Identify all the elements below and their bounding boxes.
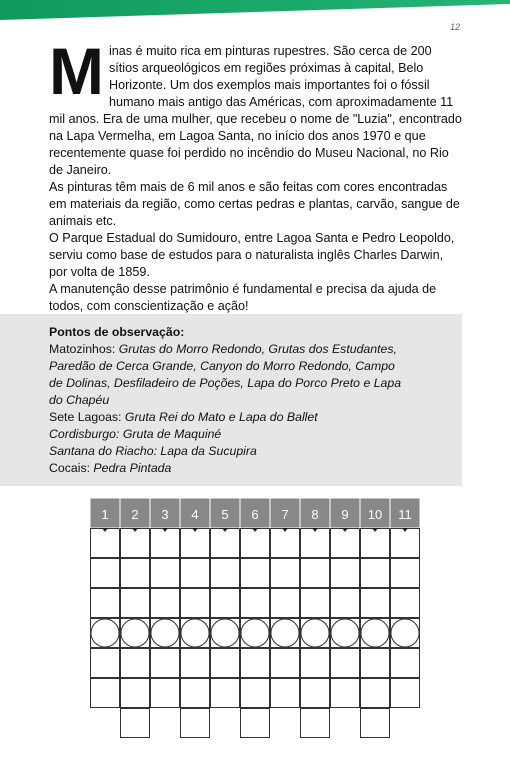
grid-cell <box>271 649 300 678</box>
column-number: 3 <box>161 507 169 522</box>
column-number: 8 <box>311 507 319 522</box>
grid-cell <box>301 709 330 738</box>
observation-content <box>49 324 409 477</box>
grid-cell <box>151 679 180 708</box>
observation-entry <box>49 443 409 460</box>
paragraph-3: O Parque Estadual do Sumidouro, entre Lagoa Santa e Pedro Leopoldo, serviu como base de estudos para o naturalista inglês Charles Darwin, por volta de 1859. <box>49 231 455 279</box>
grid-cell <box>121 559 150 588</box>
entry-sites: Gruta Rei do Mato e Lapa do Ballet <box>124 410 318 424</box>
column-number: 10 <box>367 507 383 522</box>
grid-cell <box>331 559 360 588</box>
grid-cell <box>151 589 180 618</box>
grid-cell <box>241 679 270 708</box>
grid-cell <box>181 649 210 678</box>
grid-cell <box>391 559 420 588</box>
grid-cell <box>301 529 330 558</box>
paragraph-2: As pinturas têm mais de 6 mil anos e são feitas com cores encontradas em materiais da região, como certas pedras e plantas, carvão, sangue de animais etc. <box>49 180 460 228</box>
column-number: 1 <box>101 507 109 522</box>
grid-cell <box>151 649 180 678</box>
entry-place: Matozinhos: <box>49 342 119 356</box>
grid-cell <box>391 649 420 678</box>
grid-cell <box>91 679 120 708</box>
observation-entry <box>49 341 409 409</box>
entry-sites: Santana do Riacho: Lapa da Sucupira <box>49 444 257 458</box>
grid-cell <box>361 529 390 558</box>
grid-cell <box>361 649 390 678</box>
grid-cell <box>121 649 150 678</box>
grid-cell <box>331 649 360 678</box>
observation-entry <box>49 426 409 443</box>
drop-cap: M <box>49 34 103 108</box>
grid-cell <box>391 679 420 708</box>
grid-cell <box>361 679 390 708</box>
grid-cell <box>301 649 330 678</box>
grid-cell <box>121 589 150 618</box>
grid-cell <box>181 559 210 588</box>
grid-cell <box>241 529 270 558</box>
observation-entry <box>49 460 409 477</box>
word-puzzle <box>90 498 420 743</box>
article-body <box>49 34 462 315</box>
column-number: 9 <box>341 507 349 522</box>
grid-cell <box>241 649 270 678</box>
puzzle-grid <box>90 498 420 738</box>
grid-cell <box>361 559 390 588</box>
entry-sites: Cordisburgo: Gruta de Maquiné <box>49 427 222 441</box>
entry-sites: Grutas do Morro Redondo, Grutas dos Estudantes, Paredão de Cerca Grande, Canyon do Morro Redondo, Campo de Dolinas, Desfiladeiro de Poções, Lapa do Porco Preto e Lapa do Chapéu <box>49 342 402 407</box>
grid-cell <box>331 679 360 708</box>
grid-cell <box>181 529 210 558</box>
grid-cell <box>301 589 330 618</box>
grid-cell <box>241 709 270 738</box>
grid-cell <box>211 649 240 678</box>
grid-cell <box>91 529 120 558</box>
grid-cell <box>91 589 120 618</box>
grid-cell <box>301 679 330 708</box>
entry-place: Cocais: <box>49 461 94 475</box>
grid-cell <box>241 589 270 618</box>
grid-cell <box>271 559 300 588</box>
grid-cell <box>211 589 240 618</box>
grid-cell <box>91 649 120 678</box>
grid-cell <box>151 559 180 588</box>
grid-cell <box>181 679 210 708</box>
column-number: 6 <box>251 507 259 522</box>
grid-cell <box>211 679 240 708</box>
paragraph-1-text: inas é muito rica em pinturas rupestres. São cerca de 200 sítios arqueológicos em regiões próximas à capital, Belo Horizonte. Um dos exemplos mais importantes foi o fóssil humano mais antigo das Américas, com aproximadamente 11 mil anos. Era de uma mulher, que recebeu o nome de "Luzia", encontrado na Lapa Vermelha, em Lagoa Santa, no início dos anos 1970 e que recentemente quase foi perdido no incêndio do Museu Nacional, no Rio de Janeiro. <box>49 44 462 177</box>
grid-cell <box>271 679 300 708</box>
grid-cell <box>91 559 120 588</box>
top-green-band <box>0 0 510 22</box>
observation-panel <box>0 314 462 486</box>
page-number: 12 <box>449 22 460 32</box>
paragraph-1 <box>49 34 462 179</box>
column-number: 11 <box>398 507 412 522</box>
observation-entry <box>49 409 409 426</box>
grid-cell <box>271 589 300 618</box>
grid-cell <box>121 679 150 708</box>
entry-sites: Pedra Pintada <box>93 461 172 475</box>
grid-cell <box>391 529 420 558</box>
grid-cell <box>331 529 360 558</box>
grid-cell <box>241 559 270 588</box>
observation-title: Pontos de observação: <box>49 325 185 339</box>
column-number: 5 <box>221 507 229 522</box>
grid-cell <box>181 589 210 618</box>
grid-cell <box>331 589 360 618</box>
grid-cell <box>361 589 390 618</box>
paragraph-4: A manutenção desse patrimônio é fundamental e precisa da ajuda de todos, com conscientização e ação! <box>49 282 437 313</box>
column-number: 7 <box>281 507 289 522</box>
grid-cell <box>211 529 240 558</box>
grid-cell <box>301 559 330 588</box>
entry-place: Sete Lagoas: <box>49 410 125 424</box>
column-number: 2 <box>131 507 139 522</box>
grid-cell <box>151 529 180 558</box>
grid-cell <box>361 709 390 738</box>
grid-cell <box>211 559 240 588</box>
grid-cell <box>181 709 210 738</box>
grid-cell <box>271 529 300 558</box>
grid-cell <box>121 709 150 738</box>
column-number: 4 <box>191 507 199 522</box>
grid-cell <box>121 529 150 558</box>
grid-cell <box>391 589 420 618</box>
